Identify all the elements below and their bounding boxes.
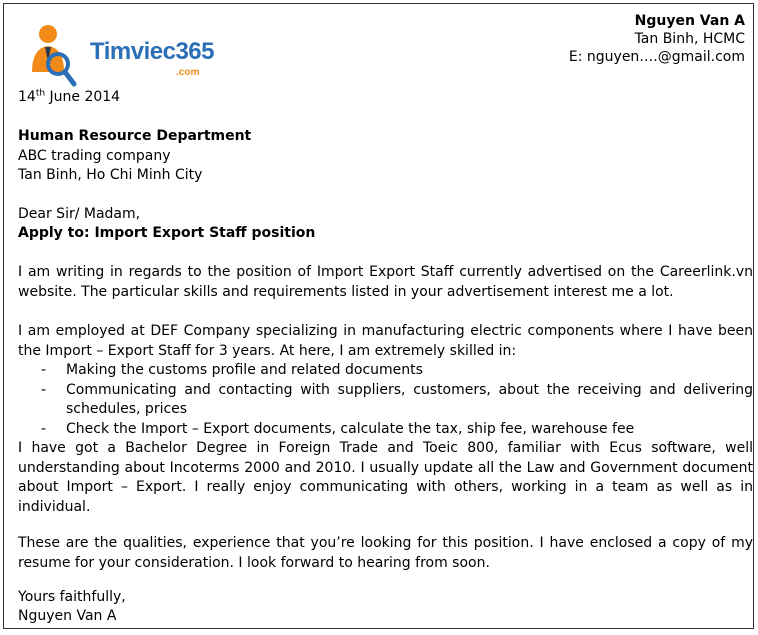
list-item: - Check the Import – Export documents, calculate the tax, ship fee, warehouse fee [41,420,635,437]
skills-list [18,361,753,517]
list-item: - Communicating and contacting with suppliers, customers, about the receiving and delivering schedules, prices [41,381,753,417]
paragraph-qualifications: I have got a Bachelor Degree in Foreign Trade and Toeic 800, familiar with Ecus software, well understanding about Incoterms 2000 and 2010. I usually update all the Law and Government document about Import – Export. I really enjoy communicating with others, working in a team as well as in individual. [18,440,753,515]
recipient-company: ABC trading company [18,147,171,164]
letter-date: 14th June 2014 [18,88,121,105]
job-seeker-icon [26,18,90,90]
sender-location: Tan Binh, HCMC [634,31,745,47]
sender-email: E: nguyen….@gmail.com [568,49,745,65]
logo-brand: Timviec365 [90,38,214,65]
recipient-block [18,127,251,186]
list-item: - Making the customs profile and related documents [41,362,423,378]
salutation: Dear Sir/ Madam, [18,206,141,222]
paragraph-intro: I am writing in regards to the position of Import Export Staff currently advertised on the Careerlink.vn website. The particular skills and requirements listed in your advertisement interest me a lot. [18,264,753,300]
sender-block [569,12,745,66]
letter-page [3,3,754,629]
sender-name: Nguyen Van A [634,13,745,29]
paragraph-closing: These are the qualities, experience that you’re looking for this position. I have enclosed a copy of my resume for your consideration. I look forward to hearing from soon. [18,535,753,571]
logo-suffix: .com [176,67,200,78]
subject-line: Apply to: Import Export Staff position [18,225,316,241]
closing-phrase: Yours faithfully, [18,589,126,605]
timviec365-logo [26,18,214,90]
paragraph-experience: I am employed at DEF Company specializing in manufacturing electric components where I have been the Import – Export Staff for 3 years. At here, I am extremely skilled in: [18,323,753,359]
recipient-address: Tan Binh, Ho Chi Minh City [18,167,203,183]
signature-name: Nguyen Van A [18,608,117,624]
recipient-department: Human Resource Department [18,128,252,144]
